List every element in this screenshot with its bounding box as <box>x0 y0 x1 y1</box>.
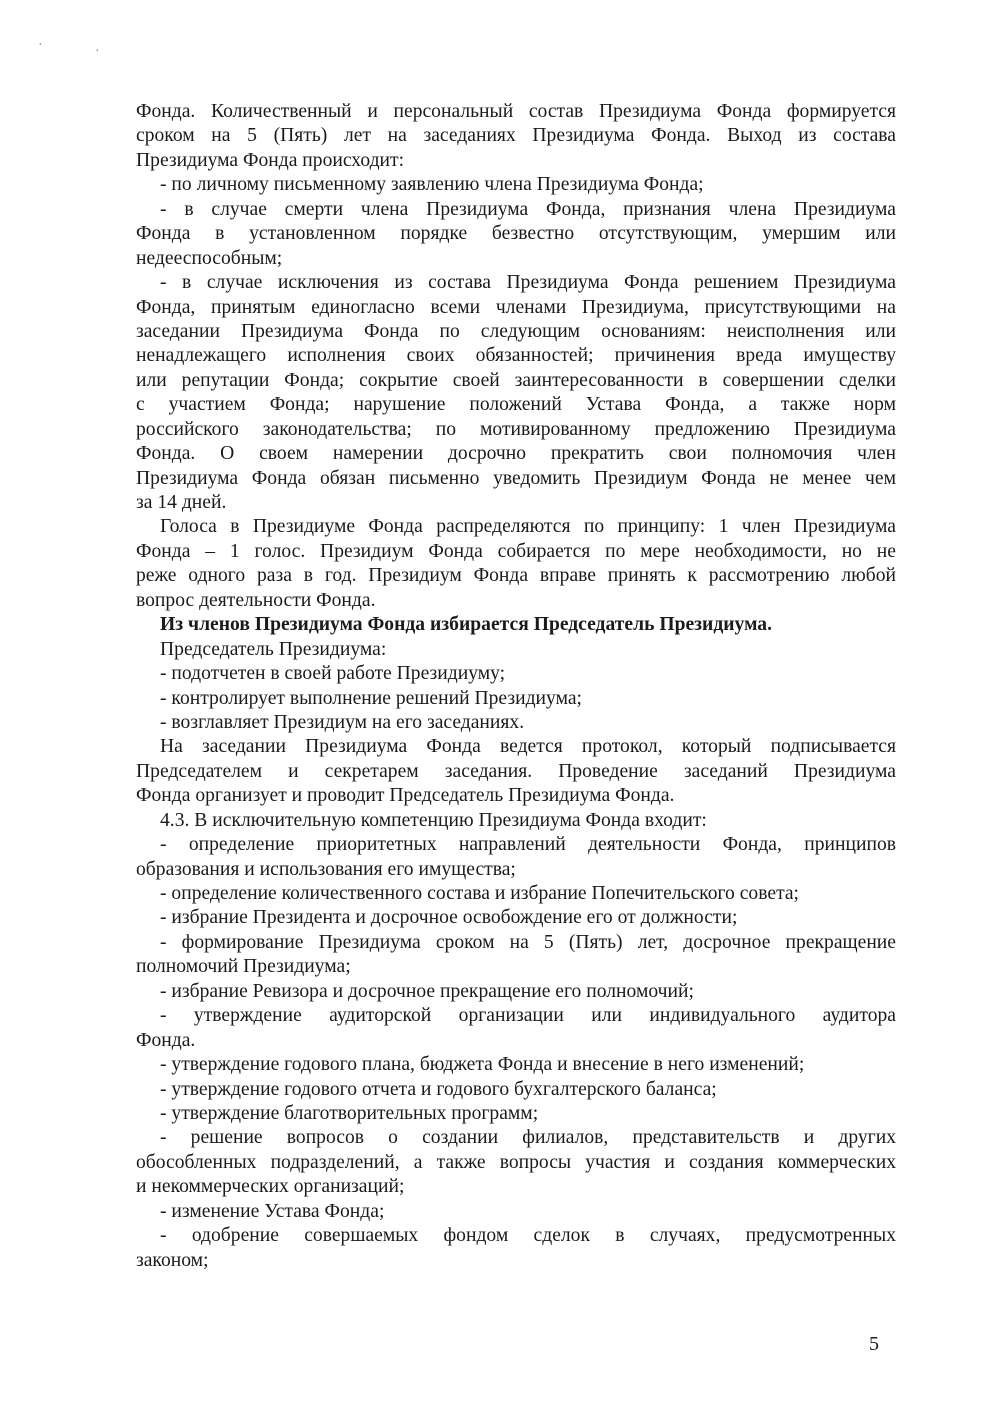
text-line: - определение количественного состава и избрание Попечительского совета; <box>160 883 800 904</box>
text-line: Фонда, принятым единогласно всеми членами Президиума, присутствующими на <box>136 296 896 318</box>
text-line: - утверждение годового плана, бюджета Фонда и внесение в него изменений; <box>160 1054 805 1076</box>
text-line: Фонда – 1 голос. Президиум Фонда собирается по мере необходимости, но не <box>136 540 896 562</box>
text-line: полномочий Президиума; <box>136 956 351 978</box>
text-line: - определение приоритетных направлений деятельности Фонда, принципов <box>160 834 896 856</box>
text-line: с участием Фонда; нарушение положений Устава Фонда, а также норм <box>136 394 896 416</box>
text-line: ненадлежащего исполнения своих обязанностей; причинения вреда имуществу <box>136 345 896 367</box>
text-line: - в случае смерти члена Президиума Фонда, признания члена Президиума <box>160 198 896 220</box>
heading-line: Из членов Президиума Фонда избирается Председатель Президиума. <box>160 614 772 636</box>
text-line: за 14 дней. <box>136 492 227 513</box>
text-line: российского законодательства; по мотивированному предложению Президиума <box>136 418 896 440</box>
text-line: Фонда. Количественный и персональный состав Президиума Фонда формируется <box>136 101 896 122</box>
text-line: обособленных подразделений, а также вопросы участия и создания коммерческих <box>136 1151 896 1173</box>
text-line: Председатель Президиума: <box>160 638 387 660</box>
text-line: - по личному письменному заявлению члена Президиума Фонда; <box>160 174 704 196</box>
text-line: Фонда организует и проводит Председатель Президиума Фонда. <box>136 785 675 807</box>
text-line: Голоса в Президиуме Фонда распределяются по принципу: 1 член Президиума <box>160 516 896 538</box>
text-line: Председателем и секретарем заседания. Проведение заседаний Президиума <box>136 760 896 782</box>
text-line: - утверждение аудиторской организации или индивидуального аудитора <box>160 1005 896 1027</box>
text-line: Фонда. <box>136 1029 196 1051</box>
text-line: реже одного раза в год. Президиум Фонда вправе принять к рассмотрению любой <box>136 565 896 587</box>
text-line: законом; <box>136 1249 209 1271</box>
text-line: Фонда в установленном порядке безвестно отсутствующим, умершим или <box>136 223 896 245</box>
text-line: образования и использования его имущества; <box>136 858 516 880</box>
text-line: вопрос деятельности Фонда. <box>136 589 376 611</box>
text-line: Фонда. О своем намерении досрочно прекратить свои полномочия член <box>136 443 896 465</box>
text-line: - решение вопросов о создании филиалов, представительств и других <box>160 1127 896 1149</box>
text-line: заседании Президиума Фонда по следующим основаниям: неисполнения или <box>136 320 896 342</box>
text-line: - избрание Президента и досрочное освобождение его от должности; <box>160 907 738 929</box>
text-line: - подотчетен в своей работе Президиуму; <box>160 663 506 685</box>
text-line: - в случае исключения из состава Президиума Фонда решением Президиума <box>160 272 896 294</box>
text-line: На заседании Президиума Фонда ведется протокол, который подписывается <box>160 736 896 758</box>
text-line: - утверждение благотворительных программ; <box>160 1102 539 1124</box>
document-body <box>136 100 896 1273</box>
text-line: - избрание Ревизора и досрочное прекращение его полномочий; <box>160 980 694 1002</box>
text-line: или репутации Фонда; сокрытие своей заинтересованности в совершении сделки <box>136 369 896 391</box>
text-line: - одобрение совершаемых фондом сделок в случаях, предусмотренных <box>160 1225 896 1247</box>
scan-artifact: · <box>95 44 100 59</box>
page-number: 5 <box>869 1333 879 1355</box>
text-line: Президиума Фонда происходит: <box>136 149 405 171</box>
text-line: и некоммерческих организаций; <box>136 1176 405 1198</box>
text-line: сроком на 5 (Пять) лет на заседаниях Президиума Фонда. Выход из состава <box>136 125 896 147</box>
text-line: недееспособным; <box>136 247 283 269</box>
text-line: Президиума Фонда обязан письменно уведомить Президиум Фонда не менее чем <box>136 467 896 489</box>
text-line: 4.3. В исключительную компетенцию Президиума Фонда входит: <box>160 809 707 831</box>
text-line: - возглавляет Президиум на его заседаниях. <box>160 711 525 733</box>
text-line: - утверждение годового отчета и годового бухгалтерского баланса; <box>160 1078 717 1100</box>
scan-artifact: · <box>38 38 43 53</box>
text-line: - формирование Президиума сроком на 5 (Пять) лет, досрочное прекращение <box>160 931 896 953</box>
text-line: - изменение Устава Фонда; <box>160 1200 385 1222</box>
text-line: - контролирует выполнение решений Президиума; <box>160 687 582 709</box>
